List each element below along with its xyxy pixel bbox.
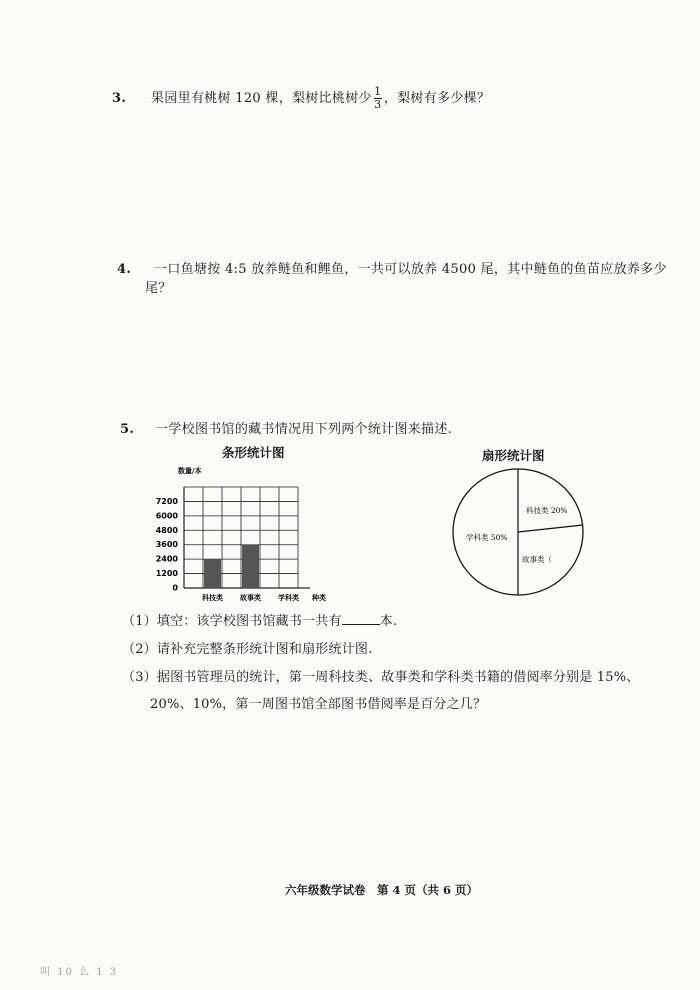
pie-label-subject: 学科类 50% — [466, 533, 508, 542]
pie-chart-title: 扇形统计图 — [482, 448, 545, 463]
sub-question-1-suffix: 本. — [379, 614, 398, 629]
bar-chart-title: 条形统计图 — [222, 445, 285, 460]
question-text-line1: 一口鱼塘按 4:5 放养鲢鱼和鲤鱼，一共可以放养 4500 尾，其中鲢鱼的鱼苗应放养多少 — [154, 262, 667, 277]
question-number: 5. — [120, 422, 135, 437]
sub-question-1 — [122, 610, 397, 629]
y-tick-label: 6000 — [155, 511, 178, 521]
bottom-scan-noise: 叫 10 么 1 3 — [40, 967, 119, 978]
pie-divider-right — [518, 525, 583, 532]
question-text: 一学校图书馆的藏书情况用下列两个统计图来描述. — [155, 422, 453, 437]
question-number: 4. — [117, 262, 132, 277]
chart-bars — [204, 545, 259, 588]
y-tick-label: 3600 — [155, 540, 178, 550]
sub-question-2: （2）请补充完整条形统计图和扇形统计图. — [122, 642, 373, 657]
question-text-end: ，梨树有多少棵？ — [383, 91, 491, 106]
x-axis-label: 种类 — [312, 594, 326, 602]
x-tick-label: 故事类 — [240, 594, 261, 602]
question-number: 3. — [112, 91, 127, 106]
fraction-numerator: 1 — [374, 85, 382, 98]
y-axis-label: 数量/本 — [178, 467, 202, 475]
sub-question-1-prefix: （1）填空：该学校图书馆藏书一共有 — [122, 614, 342, 629]
pie-chart — [448, 465, 593, 600]
question-text: 果园里有桃树 120 棵，梨树比桃树少 — [151, 91, 372, 106]
fraction — [374, 86, 382, 111]
question-4-line2: 尾？ — [145, 281, 172, 296]
y-tick-label: 0 — [172, 583, 178, 593]
y-tick-label: 1200 — [155, 569, 178, 579]
x-tick-label: 学科类 — [278, 594, 299, 602]
fraction-denominator: 3 — [374, 98, 382, 111]
bar-0 — [204, 559, 221, 588]
pie-dividers — [518, 469, 583, 595]
sub-question-3-line1: （3）据图书管理员的统计，第一周科技类、故事类和学科类书籍的借阅率分别是 15%、 — [122, 670, 640, 685]
answer-blank[interactable] — [342, 612, 380, 625]
y-tick-label: 4800 — [155, 525, 178, 535]
pie-label-science: 科技类 20% — [526, 506, 568, 515]
question-3 — [112, 86, 490, 111]
question-5 — [120, 418, 452, 437]
page-footer: 六年级数学试卷 第 4 页（共 6 页） — [285, 883, 479, 897]
question-4 — [117, 258, 667, 277]
pie-label-story: 故事类（ — [522, 555, 552, 564]
bar-1 — [242, 545, 259, 588]
sub-question-3-line2: 20%、10%，第一周图书馆全部图书借阅率是百分之几？ — [150, 697, 487, 712]
y-tick-label: 2400 — [155, 554, 178, 564]
x-tick-label: 科技类 — [202, 594, 223, 602]
y-tick-labels — [156, 497, 179, 593]
x-tick-labels — [201, 593, 299, 602]
y-tick-label: 7200 — [155, 496, 178, 506]
bar-chart — [140, 460, 340, 605]
